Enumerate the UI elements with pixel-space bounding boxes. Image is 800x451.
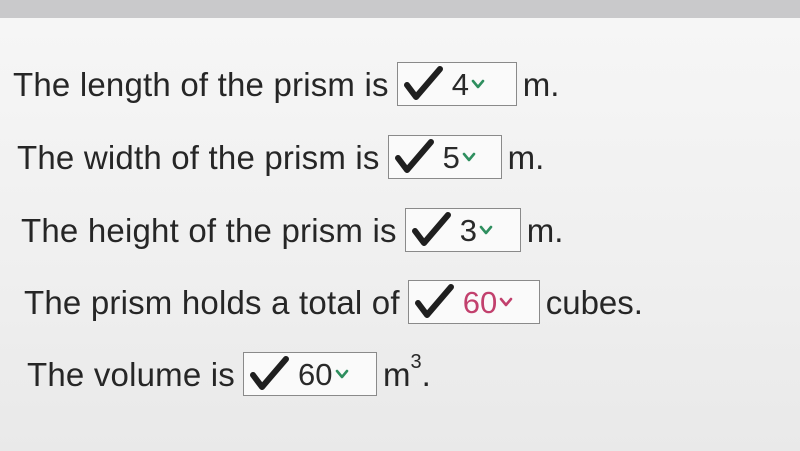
width-unit: m.	[507, 138, 545, 176]
width-dropdown[interactable]	[388, 135, 502, 179]
volume-unit-base: m	[383, 355, 411, 393]
chevron-down-icon	[471, 78, 485, 90]
volume-value: 60	[298, 356, 333, 392]
chevron-down-icon	[335, 368, 349, 380]
volume-unit-suffix: .	[421, 355, 431, 393]
total-cubes-value: 60	[462, 284, 498, 320]
length-value: 4	[451, 66, 469, 102]
total-cubes-dropdown[interactable]	[408, 280, 540, 324]
length-dropdown[interactable]	[397, 62, 517, 106]
chevron-down-icon	[462, 151, 476, 163]
row-volume-text: The volume is	[27, 355, 236, 393]
row-height-text: The height of the prism is	[21, 211, 397, 249]
row-width-text: The width of the prism is	[17, 138, 380, 176]
width-value: 5	[442, 139, 460, 175]
row-total-cubes	[24, 280, 643, 324]
row-volume	[27, 352, 431, 396]
chevron-down-icon	[499, 296, 513, 308]
length-unit: m.	[522, 65, 560, 103]
chevron-down-icon	[479, 224, 493, 236]
volume-dropdown[interactable]	[243, 352, 377, 396]
check-icon	[412, 212, 452, 248]
check-icon	[250, 356, 290, 392]
row-length	[13, 62, 559, 106]
height-unit: m.	[526, 211, 564, 249]
check-icon	[395, 139, 435, 175]
row-height	[21, 208, 563, 252]
top-bar	[0, 0, 800, 18]
row-length-text: The length of the prism is	[13, 65, 389, 103]
row-total-cubes-text: The prism holds a total of	[24, 283, 400, 321]
volume-unit-exponent: 3	[410, 350, 422, 373]
check-icon	[404, 66, 444, 102]
volume-unit	[383, 350, 431, 393]
height-value: 3	[459, 212, 477, 248]
row-width	[17, 135, 544, 179]
total-cubes-unit: cubes.	[545, 283, 643, 321]
check-icon	[415, 284, 455, 320]
height-dropdown[interactable]	[405, 208, 521, 252]
